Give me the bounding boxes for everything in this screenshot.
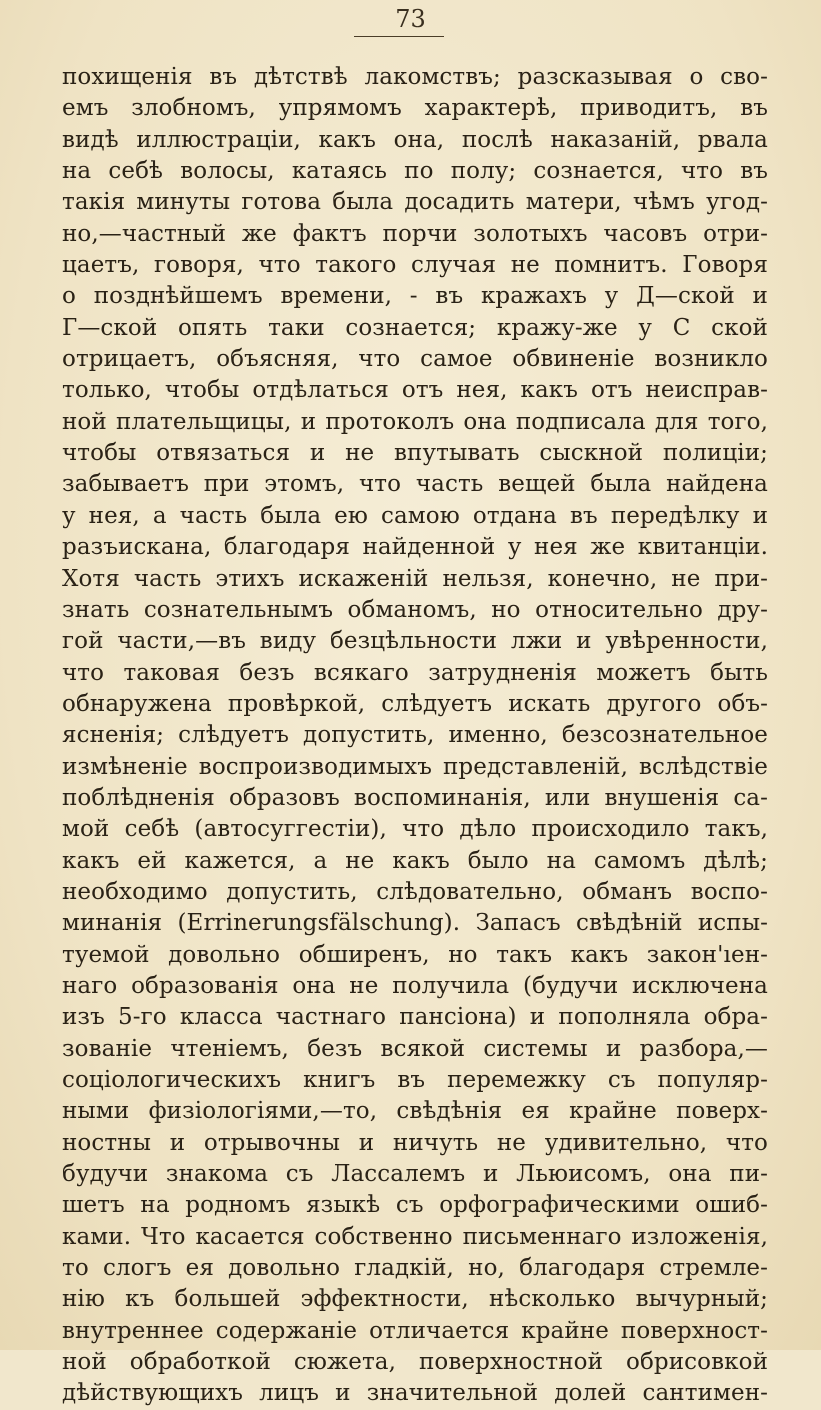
text-line: гой части,—въ виду безцѣльности лжи и увѣренности, — [62, 628, 768, 655]
page-number-rule — [354, 36, 444, 37]
text-line: цаетъ, говоря, что такого случая не помнитъ. Говоря — [62, 252, 768, 279]
text-line: шетъ на родномъ языкѣ съ орфографическими ошиб- — [62, 1192, 768, 1219]
text-line: забываетъ при этомъ, что часть вещей была найдена — [62, 471, 768, 498]
text-line: минанія (Errinerungsfälschung). Запасъ свѣдѣній испы- — [62, 910, 768, 937]
text-line: ясненія; слѣдуетъ допустить, именно, безсознательное — [62, 722, 768, 749]
text-line: ками. Что касается собственно письменнаго изложенія, — [62, 1223, 768, 1250]
text-line: знать сознательнымъ обманомъ, но относительно дру- — [62, 596, 768, 623]
text-line: Г—ской опять таки сознается; кражу-же у С ской — [62, 314, 768, 341]
text-line: чтобы отвязаться и не впутывать сыскной полиціи; — [62, 440, 768, 467]
text-line: ностны и отрывочны и ничуть не удивительно, что — [62, 1129, 768, 1156]
text-line: ными физіологіями,—то, свѣдѣнія ея крайне поверх- — [62, 1098, 768, 1125]
text-line: мой себѣ (автосуггестіи), что дѣло происходило такъ, — [62, 816, 768, 843]
text-line: поблѣдненія образовъ воспоминанія, или внушенія са- — [62, 784, 768, 811]
text-line: какъ ей кажется, а не какъ было на самомъ дѣлѣ; — [62, 847, 768, 874]
text-line: наго образованія она не получила (будучи исключена — [62, 972, 768, 999]
text-line: видѣ иллюстраціи, какъ она, послѣ наказаній, рвала — [62, 126, 768, 153]
text-line: только, чтобы отдѣлаться отъ нея, какъ отъ неисправ- — [62, 377, 768, 404]
page-number: 73 — [395, 5, 426, 33]
text-line: соціологическихъ книгъ въ перемежку съ популяр- — [62, 1067, 768, 1093]
text-line: но,—частный же фактъ порчи золотыхъ часовъ отри- — [62, 220, 768, 247]
text-line: ной плательщицы, и протоколъ она подписала для того, — [62, 408, 768, 435]
text-line: изъ 5-го класса частнаго пансіона) и пополняла обра- — [62, 1004, 768, 1031]
text-line: обнаружена провѣркой, слѣдуетъ искать другого объ- — [62, 690, 768, 717]
text-line: Хотя часть этихъ искаженій нельзя, конечно, не при- — [62, 565, 768, 592]
text-line: то слогъ ея довольно гладкій, но, благодаря стремле- — [62, 1255, 768, 1282]
text-line: внутреннее содержаніе отличается крайне поверхност- — [62, 1317, 768, 1344]
text-line: такія минуты готова была досадить матери, чѣмъ угод- — [62, 189, 768, 216]
text-line: необходимо допустить, слѣдовательно, обманъ воспо- — [62, 878, 768, 905]
text-line: о позднѣйшемъ времени, - въ кражахъ у Д—ской и — [62, 283, 768, 310]
text-line: емъ злобномъ, упрямомъ характерѣ, приводитъ, въ — [62, 95, 768, 122]
text-line: на себѣ волосы, катаясь по полу; сознается, что въ — [62, 158, 768, 185]
text-line: туемой довольно обширенъ, но такъ какъ закон'ıен- — [62, 941, 768, 968]
text-line: что таковая безъ всякаго затрудненія можетъ быть — [62, 659, 768, 686]
text-line: разъискана, благодаря найденной у нея же квитанціи. — [62, 534, 768, 561]
text-line: нію къ большей эффектности, нѣсколько вычурный; — [62, 1286, 768, 1313]
text-line: у нея, а часть была ею самою отдана въ передѣлку и — [62, 502, 768, 529]
text-line: будучи знакома съ Лассалемъ и Льюисомъ, она пи- — [62, 1161, 768, 1188]
text-line: ной обработкой сюжета, поверхностной обрисовкой — [62, 1349, 768, 1376]
text-line: похищенія въ дѣтствѣ лакомствъ; разсказывая о сво- — [62, 64, 768, 90]
text-line: измѣненіе воспроизводимыхъ представленій, вслѣдствіе — [62, 753, 768, 780]
body-text — [62, 62, 768, 1410]
text-line: дѣйствующихъ лицъ и значительной долей сантимен- — [62, 1380, 768, 1407]
text-line: отрицаетъ, объясняя, что самое обвиненіе возникло — [62, 346, 768, 373]
text-line: зованіе чтеніемъ, безъ всякой системы и разбора,— — [62, 1035, 768, 1062]
